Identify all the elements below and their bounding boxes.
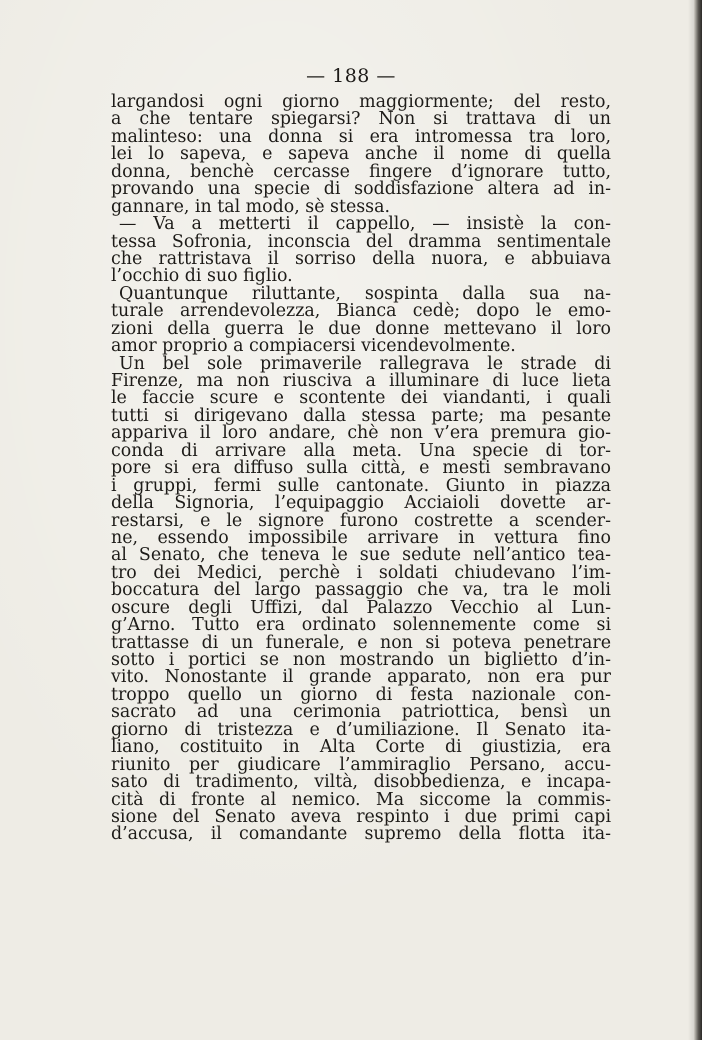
text-line: turale arrendevolezza, Bianca cedè; dopo le emo-	[111, 301, 611, 322]
text-line: amor proprio a compiacersi vicendevolmente.	[111, 336, 516, 357]
text-line: vito. Nonostante il grande apparato, non era pur	[111, 667, 611, 688]
text-line: della Signoria, l’equipaggio Acciaioli dovette ar-	[111, 493, 611, 514]
text-line: che rattristava il sorriso della nuora, e abbuiava	[111, 248, 611, 269]
text-line: oscure degli Uffizi, dal Palazzo Vecchio al Lun-	[111, 597, 611, 618]
text-line: ne, essendo impossibile arrivare in vettura fino	[111, 527, 611, 548]
text-line: tro dei Medici, perchè i soldati chiudevano l’im-	[111, 562, 611, 583]
text-line: al Senato, che teneva le sue sedute nell’antico tea-	[111, 545, 611, 566]
text-line: lei lo sapeva, e sapeva anche il nome di quella	[111, 144, 611, 165]
text-line: restarsi, e le signore furono costrette a scender-	[111, 510, 611, 531]
text-line: sotto i portici se non mostrando un biglietto d’in-	[111, 650, 611, 670]
text-line: a che tentare spiegarsi? Non si trattava di un	[111, 109, 611, 130]
text-line: conda di arrivare alla meta. Una specie di tor-	[111, 440, 611, 461]
text-line: Quantunque riluttante, sospinta dalla sua na-	[119, 283, 611, 304]
text-line: troppo quello un giorno di festa nazionale con-	[111, 684, 611, 705]
body-text	[111, 94, 611, 844]
text-line: trattasse di un funerale, e non si poteva penetrare	[111, 632, 611, 653]
text-line: donna, benchè cercasse fingere d’ignorare tutto,	[111, 161, 611, 182]
text-line: d’accusa, il comandante supremo della flotta ita-	[111, 824, 611, 845]
text-line: Un bel sole primaverile rallegrava le strade di	[119, 353, 611, 374]
text-line: tutti si dirigevano dalla stessa parte; ma pesante	[111, 405, 611, 426]
text-line: largandosi ogni giorno maggiormente; del resto,	[111, 92, 611, 112]
text-line: pore si era diffuso sulla città, e mesti sembravano	[111, 458, 611, 479]
text-line: zioni della guerra le due donne mettevano il loro	[111, 318, 611, 339]
text-line: sato di tradimento, viltà, disobbedienza, e incapa-	[111, 772, 611, 793]
text-line: sione del Senato aveva respinto i due primi capi	[111, 806, 611, 827]
text-line: gannare, in tal modo, sè stessa.	[111, 196, 390, 217]
text-line: appariva il loro andare, chè non v’era premura gio-	[111, 423, 611, 444]
text-line: tessa Sofronia, inconscia del dramma sentimentale	[111, 231, 611, 252]
page-number: — 188 —	[306, 65, 396, 87]
text-line: malinteso: una donna si era intromessa tra loro,	[111, 126, 611, 147]
text-line: l’occhio di suo figlio.	[111, 266, 293, 287]
text-line: i gruppi, fermi sulle cantonate. Giunto in piazza	[111, 475, 611, 496]
text-line: boccatura del largo passaggio che va, tra le moli	[111, 580, 611, 601]
text-line: cità di fronte al nemico. Ma siccome la commis-	[111, 789, 611, 810]
text-line: provando una specie di soddisfazione altera ad in-	[111, 179, 611, 200]
text-line: liano, costituito in Alta Corte di giustizia, era	[111, 737, 611, 758]
text-line: giorno di tristezza e d’umiliazione. Il Senato ita-	[111, 719, 611, 740]
text-line: riunito per giudicare l’ammiraglio Persano, accu-	[111, 754, 611, 775]
text-line: Firenze, ma non riusciva a illuminare di luce lieta	[111, 371, 611, 391]
text-line: — Va a metterti il cappello, — insistè la con-	[119, 214, 611, 235]
text-line: g’Arno. Tutto era ordinato solennemente come si	[111, 615, 611, 636]
text-line: le faccie scure e scontente dei viandanti, i quali	[111, 388, 611, 409]
text-line: sacrato ad una cerimonia patriottica, bensì un	[111, 702, 611, 723]
book-binding-edge	[694, 0, 702, 1040]
